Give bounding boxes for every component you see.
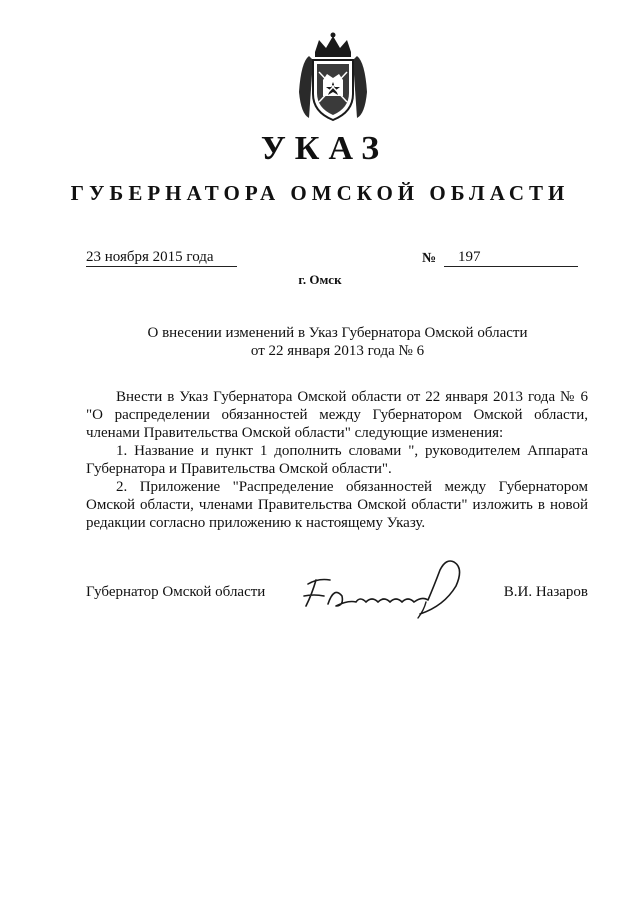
decree-number: 197	[458, 249, 481, 265]
decree-heading-line1: О внесении изменений в Указ Губернатора Омской области	[147, 325, 528, 341]
decree-number-field	[444, 248, 578, 267]
decree-heading	[60, 324, 615, 360]
decree-body	[86, 388, 588, 532]
body-paragraph: 1. Название и пункт 1 дополнить словами ", руководителем Аппарата Губернатора и Правительства Омской области".	[86, 443, 588, 477]
signatory-position: Губернатор Омской области	[86, 584, 266, 600]
handwritten-signature	[300, 556, 472, 622]
decree-city: г. Омск	[298, 272, 342, 287]
document-title: УКАЗ	[260, 130, 389, 167]
body-paragraph: Внести в Указ Губернатора Омской области от 22 января 2013 года № 6 "О распределении обязанностей между Губернатором Омской области, членами Правительства Омской области" следующие изменения:	[86, 389, 588, 441]
decree-number-label: №	[422, 251, 437, 266]
omsk-coat-of-arms-icon	[295, 32, 371, 124]
decree-heading-line2: от 22 января 2013 года № 6	[250, 343, 425, 359]
decree-date: 23 ноября 2015 года	[86, 248, 237, 267]
signatory-name: В.И. Назаров	[503, 584, 588, 600]
document-subtitle: ГУБЕРНАТОРА ОМСКОЙ ОБЛАСТИ	[70, 181, 570, 205]
body-paragraph: 2. Приложение "Распределение обязанностей между Губернатором Омской области, членами Правительства Омской области" изложить в новой редакции согласно приложению к настоящему Указу.	[86, 479, 588, 531]
